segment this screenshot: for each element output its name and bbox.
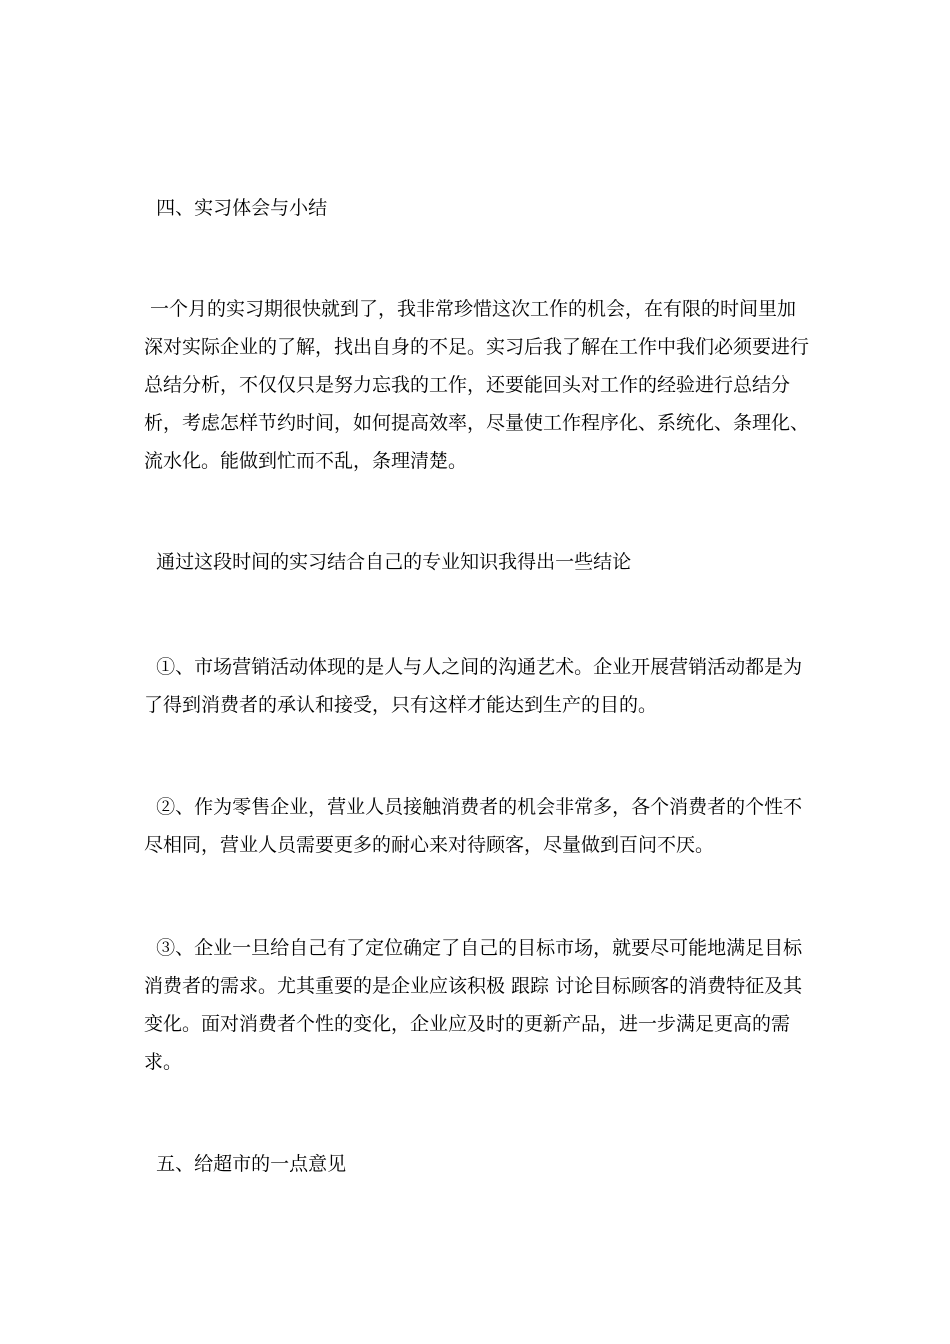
conclusion-point-1: ①、市场营销活动体现的是人与人之间的沟通艺术。企业开展营销活动都是为了得到消费者的承认和接受，只有这样才能达到生产的目的。 [144, 656, 803, 716]
paragraph-conclusions-intro: 通过这段时间的实习结合自己的专业知识我得出一些结论 [144, 551, 632, 573]
paragraph-internship-summary: 一个月的实习期很快就到了，我非常珍惜这次工作的机会，在有限的时间里加深对实际企业的了解，找出自身的不足。实习后我了解在工作中我们必须要进行总结分析，不仅仅只是努力忘我的工作，还要能回头对工作的经验进行总结分析，考虑怎样节约时间，如何提高效率，尽量使工作程序化、系统化、条理化、流水化。能做到忙而不乱，条理清楚。 [144, 298, 810, 472]
section-heading-4: 四、实习体会与小结 [144, 197, 328, 219]
section-heading-5: 五、给超市的一点意见 [144, 1153, 347, 1175]
conclusion-point-3: ③、企业一旦给自己有了定位确定了自己的目标市场，就要尽可能地满足目标消费者的需求。尤其重要的是企业应该积极 跟踪 讨论目标顾客的消费特征及其变化。面对消费者个性的变化，企业应及时的更新产品，进一步满足更高的需求。 [144, 937, 803, 1073]
conclusion-point-2: ②、作为零售企业，营业人员接触消费者的机会非常多，各个消费者的个性不尽相同，营业人员需要更多的耐心来对待顾客，尽量做到百问不厌。 [144, 796, 803, 856]
